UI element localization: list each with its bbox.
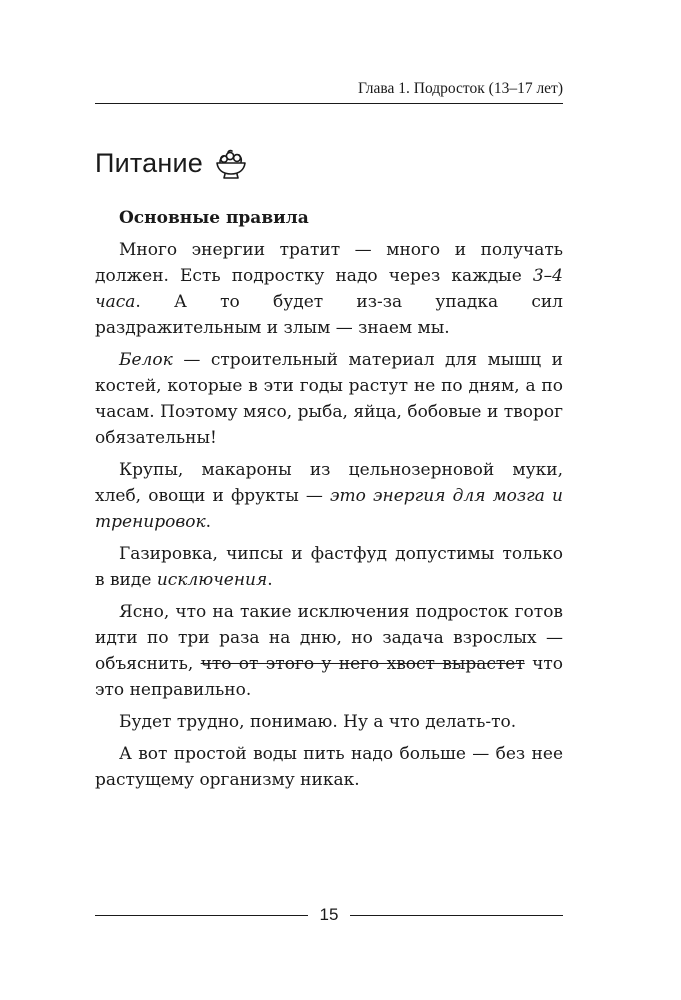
emphasis: Белок [119, 350, 173, 370]
text-run: — строительный материал для мышц и костей, которые в эти годы растут не по дням, а по часам. Поэтому мясо, рыба, яйца, бобовые и творог обязательны! [95, 350, 563, 448]
text-run: . [267, 570, 273, 590]
text-run: что это неправильно. [95, 654, 563, 700]
strikethrough-text: что от этого у него хвост вырастет [200, 654, 525, 674]
salad-bowl-icon [213, 145, 249, 181]
footer-rule-right [350, 915, 563, 916]
section-header [95, 145, 249, 181]
text-run: . А то будет из-за упадка сил раздражительным и злым — знаем мы. [95, 292, 563, 338]
page-number: 15 [319, 905, 339, 924]
paragraph [95, 599, 563, 703]
text-run: Газировка, чипсы и фастфуд допустимы только в виде [95, 544, 563, 590]
text-run: Ясно, что на такие исключения подросток готов идти по три раза на дню, но задача взрослых — объяснить, [95, 602, 563, 674]
text-run: Много энергии тратит — много и получать должен. Есть подростку надо через каждые [95, 240, 563, 286]
paragraph [95, 347, 563, 451]
emphasis: это энергия для мозга и тренировок [95, 486, 563, 532]
text-run: Крупы, макароны из цельнозерновой муки, хлеб, овощи и фрукты — [95, 460, 563, 506]
emphasis: исключения [156, 570, 268, 590]
text-run: . [205, 512, 212, 532]
section-title: Питание [95, 147, 203, 178]
footer-rule-left [95, 915, 308, 916]
paragraph: Будет трудно, понимаю. Ну а что делать-то. [119, 712, 517, 732]
paragraph [95, 457, 563, 535]
emphasis: 3–4 часа [95, 266, 563, 312]
paragraph [95, 237, 563, 341]
running-head: Глава 1. Подросток (13–17 лет) [95, 80, 563, 104]
page-footer [95, 905, 563, 925]
subheading: Основные правила [119, 208, 309, 228]
body-text [95, 205, 563, 799]
paragraph [95, 541, 563, 593]
paragraph: А вот простой воды пить надо больше — без нее растущему организму никак. [95, 744, 563, 790]
